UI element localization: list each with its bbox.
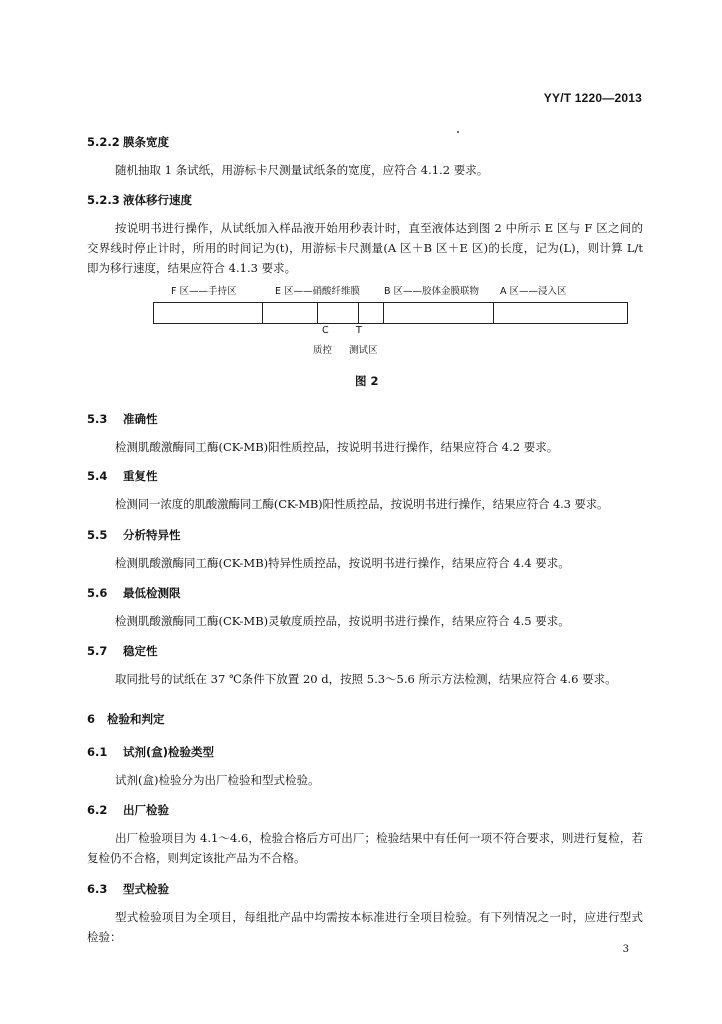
section-number: 5.6: [87, 586, 108, 600]
section-title: 检验和判定: [107, 712, 165, 726]
paragraph-6-2: 出厂检验项目为 4.1～4.6，检验合格后方可出厂；检验结果中有任何一项不符合要求，则进行复检，若复检仍不合格，则判定该批产品为不合格。: [87, 831, 643, 865]
control-line: [317, 303, 318, 323]
section-number: 5.4: [87, 469, 108, 483]
section-number: 6.1: [87, 745, 108, 759]
standard-number: YY/T 1220—2013: [543, 91, 642, 105]
section-title: 分析特异性: [123, 528, 181, 542]
test-line-letter: T: [356, 325, 362, 336]
section-title: 液体移行速度: [123, 193, 192, 207]
page-number: 3: [622, 944, 629, 955]
section-heading-5-2-2: [87, 134, 169, 150]
section-title: 出厂检验: [123, 803, 169, 817]
section-title: 膜条宽度: [123, 135, 169, 149]
section-heading-6: [87, 711, 165, 727]
section-title: 最低检测限: [123, 586, 181, 600]
test-line: [358, 303, 359, 323]
paragraph-6-3: 型式检验项目为全项目，每组批产品中均需按本标准进行全项目检验。有下列情况之一时，应进行型式检验：: [87, 910, 643, 944]
section-heading-5-3: [87, 411, 158, 427]
section-number: 6: [87, 712, 96, 726]
section-number: 5.2.3: [87, 193, 120, 207]
zone-label-a: A 区——浸入区: [500, 286, 567, 297]
section-heading-5-5: [87, 527, 181, 543]
section-number: 5.7: [87, 644, 108, 658]
section-title: 重复性: [123, 469, 158, 483]
test-strip-diagram: [153, 302, 628, 324]
zone-divider-f-e: [262, 303, 263, 323]
paragraph-5-3: 检测肌酸激酶同工酶(CK-MB)阳性质控品，按说明书进行操作，结果应符合 4.2 要求。: [115, 440, 559, 454]
section-number: 6.3: [87, 882, 108, 896]
paragraph-6-1: 试剂(盒)检验分为出厂检验和型式检验。: [115, 773, 320, 787]
section-heading-5-7: [87, 643, 158, 659]
section-heading-6-3: [87, 881, 169, 897]
section-title: 准确性: [123, 412, 158, 426]
paragraph-5-7: 取同批号的试纸在 37 ℃条件下放置 20 d，按照 5.3～5.6 所示方法检测，结果应符合 4.6 要求。: [115, 672, 617, 686]
control-line-letter: C: [322, 325, 329, 336]
section-number: 5.2.2: [87, 135, 120, 149]
section-number: 5.3: [87, 412, 108, 426]
section-heading-6-1: [87, 744, 214, 760]
section-heading-5-2-3: [87, 192, 192, 208]
section-title: 型式检验: [123, 882, 169, 896]
section-title: 稳定性: [123, 644, 158, 658]
paragraph-5-6: 检测肌酸激酶同工酶(CK-MB)灵敏度质控品，按说明书进行操作，结果应符合 4.5 要求。: [115, 614, 570, 628]
control-line-label: 质控: [313, 345, 333, 356]
section-number: 5.5: [87, 528, 108, 542]
section-number: 6.2: [87, 803, 108, 817]
paragraph-5-4: 检测同一浓度的肌酸激酶同工酶(CK-MB)阳性质控品，按说明书进行操作，结果应符合 4.3 要求。: [115, 497, 609, 511]
section-heading-5-4: [87, 468, 158, 484]
section-heading-6-2: [87, 802, 169, 818]
paragraph-5-2-3: 按说明书进行操作，从试纸加入样品液开始用秒表计时，直至液体达到图 2 中所示 E 区与 F 区之间的交界线时停止计时，所用的时间记为(t)，用游标卡尺测量(A 区＋B 区＋E 区)的长度，记为(L)，则计算 L/t 即为移行速度，结果应符合 4.1.3 要求。: [87, 221, 643, 275]
zone-divider-b-a: [493, 303, 494, 323]
figure-caption: 图 2: [355, 374, 379, 388]
zone-label-f: F 区——手持区: [171, 286, 237, 297]
section-title: 试剂(盒)检验类型: [123, 745, 215, 759]
zone-label-e: E 区——硝酸纤维膜: [275, 286, 361, 297]
section-heading-5-6: [87, 585, 181, 601]
zone-label-b: B 区——胶体金膜联物: [384, 286, 480, 297]
zone-divider-e-b: [383, 303, 384, 323]
paragraph-5-2-2: 随机抽取 1 条试纸，用游标卡尺测量试纸条的宽度，应符合 4.1.2 要求。: [115, 163, 489, 177]
paragraph-5-5: 检测肌酸激酶同工酶(CK-MB)特异性质控品，按说明书进行操作，结果应符合 4.4 要求。: [115, 556, 570, 570]
test-line-label: 测试区: [349, 345, 378, 356]
scan-speck: [457, 131, 459, 133]
